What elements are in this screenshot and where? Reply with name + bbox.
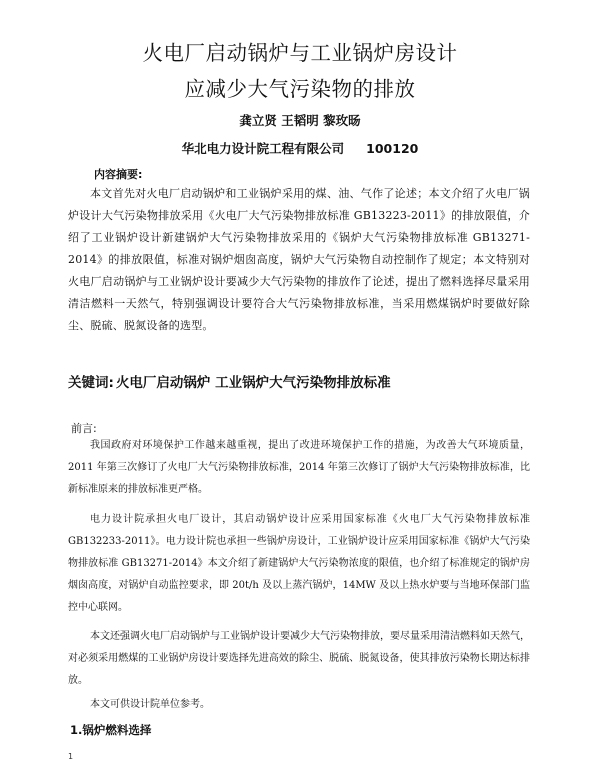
page-number: 1	[68, 752, 74, 761]
affiliation-postcode: 100120	[366, 141, 419, 156]
section-heading-1: 1.锅炉燃料选择	[70, 723, 152, 737]
intro-label: 前言:	[71, 422, 97, 435]
intro-paragraph-1: 我国政府对环境保护工作越来越重视，提出了改进环境保护工作的措施，为改善大气环境质量，2011 年第三次修订了火电厂大气污染物排放标准，2014 年第三次修订了锅炉大气污染物排放标准，比新标准原来的排放标准更严格。	[68, 440, 530, 495]
keywords-label: 关键词:	[68, 375, 114, 391]
abstract-body: 本文首先对火电厂启动锅炉和工业锅炉采用的煤、油、气作了论述；本文介绍了火电厂锅炉设计大气污染物排放采用《火电厂大气污染物排放标准 GB13223-2011》的排放限值，介绍了工业锅炉设计新建锅炉大气污染物排放采用的《锅炉大气污染物排放标准 GB13271-2014》的排放限值，标准对锅炉烟囱高度，锅炉大气污染物自动控制作了规定；本文特别对火电厂启动锅炉与工业锅炉设计要减少大气污染物的排放作了论述，提出了燃料选择尽量采用清洁燃料一天然气，特别强调设计要符合大气污染物排放标准，当采用燃煤锅炉时要做好除尘、脱硫、脱氮设备的选型。	[68, 187, 530, 332]
keywords-items: 火电厂启动锅炉 工业锅炉大气污染物排放标准	[115, 375, 391, 391]
affiliation-org: 华北电力设计院工程有限公司	[181, 141, 345, 156]
authors: 龚立贤 王韬明 黎玫旸	[239, 113, 361, 128]
paper-title-line-1: 火电厂启动锅炉与工业锅炉房设计	[142, 41, 458, 65]
intro-paragraph-4: 本文可供设计院单位参考。	[90, 699, 210, 710]
keywords	[68, 371, 391, 391]
affiliation	[0, 139, 600, 157]
intro-paragraph-2: 电力设计院承担火电厂设计，其启动锅炉设计应采用国家标准《火电厂大气污染物排放标准 GB132233-2011》。电力设计院也承担一些锅炉房设计，工业锅炉设计应采用国家标准《锅炉大气污染物排放标准 GB13271-2014》本文介绍了新建锅炉大气污染物浓度的限值，也介绍了标准规定的锅炉房烟囱高度，对锅炉自动监控要求，即 20t/h 及以上蒸汽锅炉，14MW 及以上热水炉要与当地环保部门监控中心联网。	[68, 514, 530, 613]
paper-title-line-2: 应减少大气污染物的排放	[184, 77, 416, 101]
abstract-label: 内容摘要:	[94, 168, 143, 181]
intro-paragraph-3: 本文还强调火电厂启动锅炉与工业锅炉设计要减少大气污染物排放，要尽量采用清洁燃料如天然气，对必须采用燃煤的工业锅炉房设计要选择先进高效的除尘、脱硫、脱氮设备，使其排放污染物长期达标排放。	[68, 631, 530, 686]
